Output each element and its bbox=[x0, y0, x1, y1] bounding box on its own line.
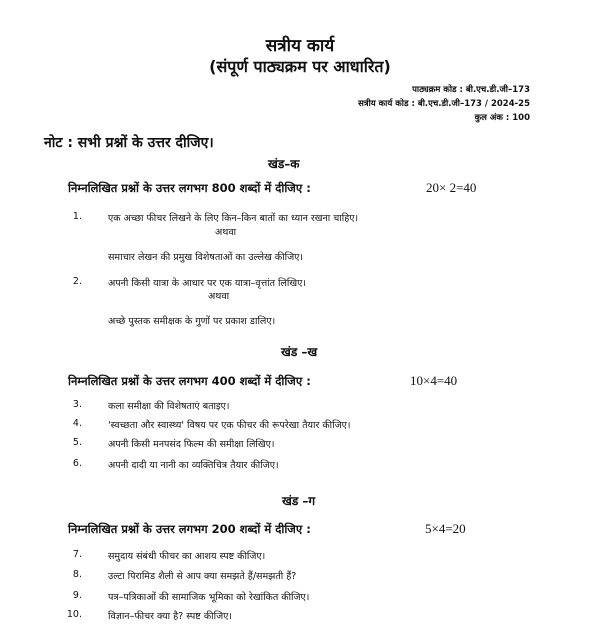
section-marks: 20× 2=40 bbox=[426, 180, 477, 195]
question-number: 10. bbox=[66, 609, 82, 620]
question-alt-text: अच्छे पुस्तक समीक्षक के गुणों पर प्रकाश डालिए। bbox=[108, 316, 276, 327]
general-note: नोट : सभी प्रश्नों के उत्तर दीजिए। bbox=[44, 135, 214, 151]
section-instruction: निम्नलिखित प्रश्नों के उत्तर लगभग 800 शब्दों में दीजिए : bbox=[68, 181, 311, 195]
section-marks: 5×4=20 bbox=[425, 521, 466, 536]
section-instruction: निम्नलिखित प्रश्नों के उत्तर लगभग 400 शब्दों में दीजिए : bbox=[68, 374, 311, 388]
question-number: 6. bbox=[72, 458, 82, 469]
question-number: 7. bbox=[72, 549, 82, 560]
course-code: पाठ्यक्रम कोड : बी.एच.डी.जी–173 bbox=[412, 85, 530, 95]
page-subtitle: (संपूर्ण पाठ्यक्रम पर आधारित) bbox=[209, 57, 391, 76]
question-text: अपनी दादी या नानी का व्यक्तिचित्र तैयार कीजिए। bbox=[108, 460, 279, 471]
question-alt-text: समाचार लेखन की प्रमुख विशेषताओं का उल्लेख कीजिए। bbox=[108, 252, 304, 263]
question-text: कला समीक्षा की विशेषताएं बताइए। bbox=[108, 401, 230, 412]
question-number: 4. bbox=[72, 418, 82, 429]
question-number: 2. bbox=[72, 276, 82, 287]
section-instruction: निम्नलिखित प्रश्नों के उत्तर लगभग 200 शब्दों में दीजिए : bbox=[68, 522, 311, 536]
question-text: एक अच्छा फीचर लिखने के लिए किन–किन बातों का ध्यान रखना चाहिए। bbox=[108, 213, 359, 224]
question-text: 'स्वच्छता और स्वास्थ्य' विषय पर एक फीचर की रूपरेखा तैयार कीजिए। bbox=[108, 420, 351, 431]
section-title: खंड –ख bbox=[281, 345, 318, 359]
section-title: खंड –ग bbox=[282, 494, 316, 508]
or-label: अथवा bbox=[208, 291, 230, 302]
section-marks: 10×4=40 bbox=[410, 373, 458, 388]
question-number: 3. bbox=[72, 399, 82, 410]
question-number: 8. bbox=[72, 569, 82, 580]
question-number: 9. bbox=[72, 590, 82, 601]
question-text: पत्र–पत्रिकाओं की सामाजिक भूमिका को रेखांकित कीजिए। bbox=[108, 592, 310, 603]
total-marks: कुल अंक : 100 bbox=[474, 113, 530, 123]
question-text: अपनी किसी मनपसंद फिल्म की समीक्षा लिखिए। bbox=[108, 439, 275, 450]
question-text: अपनी किसी यात्रा के आधार पर एक यात्रा–वृत्तांत लिखिए। bbox=[108, 278, 307, 289]
question-text: समुदाय संबंधी फीचर का आशय स्पष्ट कीजिए। bbox=[108, 551, 266, 562]
question-text: उल्टा पिरामिड शैली से आप क्या समझते हैं/समझती हैं? bbox=[108, 571, 297, 582]
assignment-code: सत्रीय कार्य कोड : बी.एच.डी.जी–173 / 2024-25 bbox=[358, 99, 530, 109]
section-title: खंड–क bbox=[268, 157, 300, 171]
question-number: 1. bbox=[72, 211, 82, 222]
question-number: 5. bbox=[72, 437, 82, 448]
page-title: सत्रीय कार्य bbox=[265, 36, 335, 56]
or-label: अथवा bbox=[215, 227, 237, 238]
question-text: विज्ञान–फीचर क्या है? स्पष्ट कीजिए। bbox=[108, 611, 232, 622]
